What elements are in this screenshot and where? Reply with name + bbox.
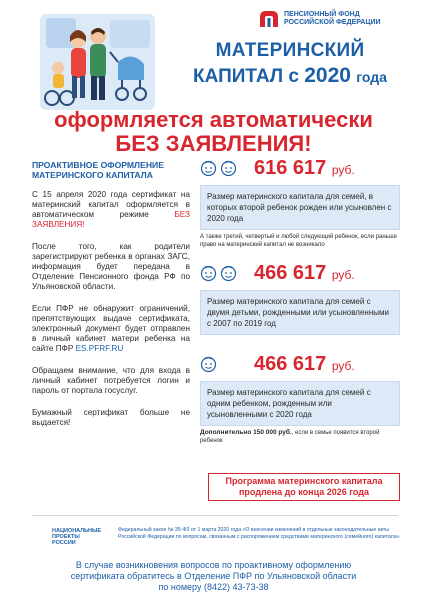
amount-value bbox=[254, 157, 355, 180]
title-line2 bbox=[170, 64, 410, 88]
paragraph-1-highlight: БЕЗ ЗАЯВЛЕНИЯ! bbox=[32, 210, 190, 229]
amount-number: 466 617 bbox=[254, 352, 327, 375]
child-face-icon bbox=[220, 265, 237, 282]
contact-line1: В случае возникновения вопросов по проактивному оформлению bbox=[75, 560, 352, 570]
pfr-name-line1: ПЕНСИОННЫЙ ФОНД bbox=[284, 11, 360, 18]
amount-description: Размер материнского капитала для семей с двумя детьми, рожденными или усыновленными с 2007 по 2019 год bbox=[200, 290, 400, 335]
amount-note-bold: Дополнительно 150 000 руб. bbox=[200, 429, 292, 436]
children-icons bbox=[200, 160, 254, 177]
page-title bbox=[170, 40, 410, 88]
children-icons bbox=[200, 356, 254, 373]
amount-currency: руб. bbox=[331, 162, 355, 177]
gosuslugi-link[interactable]: ES.PFRF.RU bbox=[75, 344, 124, 353]
pfr-brand bbox=[258, 6, 423, 32]
subtitle-line1: оформляется автоматически bbox=[54, 107, 373, 132]
paragraph-2: После того, как родители зарегистрируют ребенка в органах ЗАГС, информация будет передана в Отделение Пенсионного фонда РФ по Ульяновской области. bbox=[32, 242, 190, 291]
amount-value bbox=[254, 262, 355, 285]
amount-note: А также третий, четвертый и любой следующий ребенок, если раньше право на материнский капитал не возникало bbox=[200, 234, 397, 248]
pfr-name-line2: РОССИЙСКОЙ ФЕДЕРАЦИИ bbox=[284, 19, 381, 26]
amount-row bbox=[200, 349, 400, 379]
paragraph-5: Бумажный сертификат больше не выдается! bbox=[32, 408, 190, 427]
left-title-line2: МАТЕРИНСКОГО КАПИТАЛА bbox=[32, 170, 153, 180]
amount-number: 466 617 bbox=[254, 261, 327, 284]
program-extension-notice: Программа материнского капитала продлена до конца 2026 года bbox=[208, 473, 400, 501]
amount-description: Размер материнского капитала для семей, в которых второй ребенок рожден или усыновлен с 2020 года bbox=[200, 185, 400, 230]
paragraph-3-text: Если ПФР не обнаружит ограничений, препятствующих выдаче сертификата, электронный документ будет отправлен в личный кабинет матери ребенка на сайте ПФР bbox=[32, 304, 190, 353]
paragraph-1-text: С 15 апреля 2020 года сертификат на материнский капитал оформляется в автоматическом режиме bbox=[32, 190, 190, 219]
amount-row bbox=[200, 153, 400, 183]
law-reference: Федеральный закон № 35-ФЗ от 1 марта 2020 года «О внесении изменений в отдельные законодательные акты Российской Федерации по вопросам, связанным с распоряжением средствами материнского (семейного) капитала» bbox=[118, 527, 400, 540]
pfr-logo-icon bbox=[258, 9, 280, 29]
amount-block-1 bbox=[200, 153, 400, 249]
amount-value bbox=[254, 353, 355, 376]
child-face-icon bbox=[200, 160, 217, 177]
national-projects-logo bbox=[52, 528, 102, 558]
title-line1: МАТЕРИНСКИЙ bbox=[215, 40, 365, 61]
amount-block-3 bbox=[200, 349, 400, 445]
family-illustration bbox=[40, 14, 155, 110]
contact-info bbox=[0, 560, 427, 593]
paragraph-1 bbox=[32, 190, 190, 230]
subtitle-line2: БЕЗ ЗАЯВЛЕНИЯ! bbox=[115, 131, 312, 156]
amount-description: Размер материнского капитала для семей с одним ребенком, рожденным или усыновленными с 2020 года bbox=[200, 381, 400, 426]
title-year: 2020 bbox=[304, 64, 351, 87]
amount-block-2 bbox=[200, 258, 400, 335]
amount-currency: руб. bbox=[331, 358, 355, 373]
paragraph-4: Обращаем внимание, что для входа в личный кабинет потребуется логин и пароль от портала госуслуг. bbox=[32, 366, 190, 395]
amount-note-rest: , если в семье появится второй ребенок bbox=[200, 430, 380, 444]
contact-line2: сертификата обратитесь в Отделение ПФР по Ульяновской области bbox=[70, 571, 357, 581]
left-section-title bbox=[32, 160, 190, 180]
child-face-icon bbox=[220, 160, 237, 177]
np-line3: РОССИИ bbox=[52, 540, 76, 546]
title-line2-b: года bbox=[356, 69, 387, 85]
footer-divider bbox=[32, 515, 398, 516]
child-face-icon bbox=[200, 356, 217, 373]
amount-number: 616 617 bbox=[254, 156, 327, 179]
children-icons bbox=[200, 265, 254, 282]
left-title-line1: ПРОАКТИВНОЕ ОФОРМЛЕНИЕ bbox=[32, 160, 164, 170]
np-line1: НАЦИОНАЛЬНЫЕ bbox=[52, 528, 102, 534]
amount-note bbox=[200, 429, 400, 445]
left-column bbox=[32, 160, 190, 440]
child-face-icon bbox=[200, 265, 217, 282]
amount-currency: руб. bbox=[331, 267, 355, 282]
paragraph-3 bbox=[32, 304, 190, 354]
right-column bbox=[200, 153, 400, 445]
title-line2-a: КАПИТАЛ с bbox=[193, 66, 299, 87]
contact-line3: по номеру (8422) 43-73-38 bbox=[158, 582, 269, 592]
amount-row bbox=[200, 258, 400, 288]
page-subtitle bbox=[0, 108, 427, 156]
np-line2: ПРОЕКТЫ bbox=[52, 534, 80, 540]
